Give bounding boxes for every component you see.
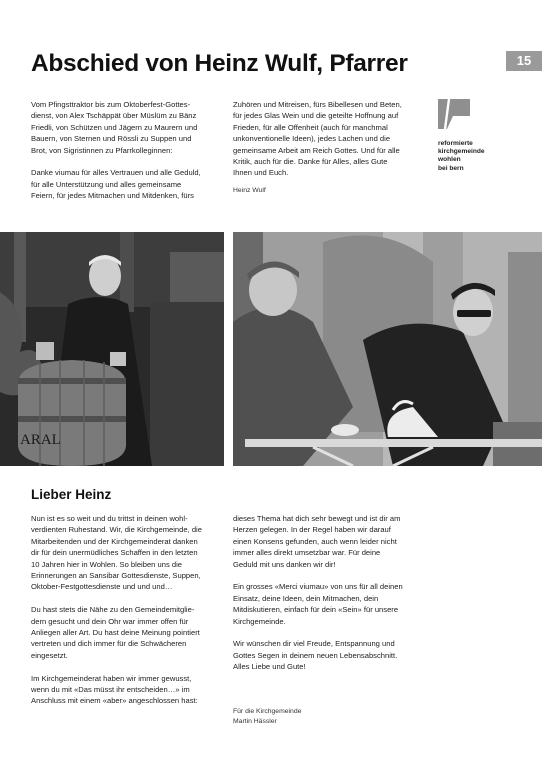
intro-paragraph [31, 99, 219, 156]
letter-paragraph [31, 673, 224, 707]
logo-text [438, 140, 498, 173]
text-line: einen Konsens gefunden, auch wenn leider nicht [233, 536, 397, 546]
barrel-label: ARAL [20, 432, 61, 448]
intro-column-1 [31, 99, 219, 213]
logo-line: wohlen [438, 156, 461, 164]
text-line: wenn du mit «Das müsst ihr entscheiden…» im [31, 685, 190, 695]
text-line: Anschluss mit einem «aber» angeschlossen hast: [31, 696, 198, 706]
text-line: gemeinsame Arbeit am Reich Gottes. Und für alle [233, 145, 400, 155]
text-line: 10 Jahren hier in Wohlen. So bleiben uns die [31, 559, 182, 569]
text-line: für alle Unterstützung und alles gemeinsame [31, 179, 182, 189]
text-line: Kirchgemeinde. [233, 616, 286, 626]
letter-column-1 [31, 513, 224, 718]
text-line: Feiern, für jedes Mitmachen und Mitdenken, fürs [31, 191, 194, 201]
letter-heading: Lieber Heinz [31, 487, 112, 502]
text-line: Geduld mit uns danken wir dir! [233, 559, 336, 569]
text-line: Wir wünschen dir viel Freude, Entspannung und [233, 639, 395, 649]
photo-pastor-at-barrel [0, 232, 224, 466]
signature-name: Martin Hässler [233, 718, 277, 725]
text-line: Gottes Segen in deinem neuen Lebensabschnitt. [233, 650, 398, 660]
text-line: dir für dein unermüdliches Schaffen in den letzten [31, 548, 198, 558]
text-line: unkonventionelle Ideen), jedes Lachen und die [233, 134, 391, 144]
text-line: Ihnen und Euch. [233, 168, 289, 178]
letter-signature [233, 707, 301, 727]
text-line: für jedes Glas Wein und die geteilte Hoffnung auf [233, 111, 399, 121]
letter-paragraph [31, 604, 224, 661]
text-line: verdienten Ruhestand. Wir, die Kirchgemeinde, die [31, 525, 202, 535]
text-line: Friedli, von Schützen und Jägern zu Maurern und [31, 122, 198, 132]
text-line: Erinnerungen an Sansibar Gottesdienste, Suppen, [31, 571, 201, 581]
text-line: dieses Thema hat dich sehr bewegt und ist dir am [233, 514, 401, 523]
text-line: Frieden, für alle Offenheit (auch für manchmal [233, 122, 388, 132]
text-line: Einsatz, deine Ideen, dein Mitmachen, dein [233, 593, 379, 603]
text-line: Nun ist es so weit und du trittst in deinen wohl- [31, 514, 188, 523]
text-line: Alles Liebe und Gute! [233, 662, 306, 672]
intro-signature: Heinz Wulf [233, 187, 266, 194]
text-line: immer alles direkt umsetzbar war. Für deine [233, 548, 381, 558]
text-line: Anliegen aller Art. Du hast deine Meinung pointiert [31, 628, 200, 638]
letter-column-2 [233, 513, 433, 684]
text-line: dern gesucht und dein Ohr war immer offen für [31, 616, 189, 626]
text-line: Bauern, von Sternen und Rössli zu Suppen und [31, 134, 192, 144]
text-line: vertreten und dich immer für die Schwächeren [31, 639, 187, 649]
letter-paragraph [31, 513, 224, 593]
text-line: Vom Pfingsttraktor bis zum Oktoberfest-Gottes- [31, 100, 191, 109]
text-line: Kritik, auch für die. Danke für Alles, alles Gute [233, 157, 388, 167]
letter-paragraph [233, 638, 433, 672]
signature-line: Für die Kirchgemeinde [233, 708, 302, 715]
text-line: Herzen gelegen. In der Regel haben wir darauf [233, 525, 391, 535]
photo-men-ironing [233, 232, 542, 466]
text-line: Mitdiskutieren, einfach für dein «Sein» für unsere [233, 605, 399, 615]
text-line: Danke viumau für alles Vertrauen und alle Geduld, [31, 168, 201, 178]
letter-paragraph [233, 513, 433, 570]
text-line: Zuhören und Mitreisen, fürs Bibellesen und Beten, [233, 100, 402, 109]
text-line: eingesetzt. [31, 650, 68, 660]
letter-paragraph [233, 581, 433, 627]
intro-paragraph [233, 99, 428, 179]
intro-column-2 [233, 99, 428, 190]
intro-paragraph [31, 167, 219, 201]
logo-line: reformierte [438, 140, 473, 147]
text-line: Mitarbeitenden und der Kirchgemeinderat danken [31, 536, 198, 546]
text-line: Du hast stets die Nähe zu den Gemeindemitglie- [31, 605, 195, 615]
logo-line: bei bern [438, 164, 464, 172]
text-line: Brot, von Sigristinnen zu Pfarrkolleginnen: [31, 145, 173, 155]
text-line: Ein grosses «Merci viumau» von uns für all deinen [233, 582, 403, 592]
logo-line: kirchgemeinde [438, 148, 485, 156]
text-line: Oktober-Festgottesdienste und und und… [31, 582, 173, 592]
text-line: Im Kirchgemeinderat haben wir immer gewusst, [31, 673, 192, 683]
page-title: Abschied von Heinz Wulf, Pfarrer [31, 50, 408, 77]
page-number: 15 [506, 51, 542, 71]
reformed-church-flag-icon [438, 99, 470, 129]
text-line: dienst, von Alex Tschäppät über Müslüm zu Bänz [31, 111, 197, 121]
church-logo [438, 99, 498, 173]
